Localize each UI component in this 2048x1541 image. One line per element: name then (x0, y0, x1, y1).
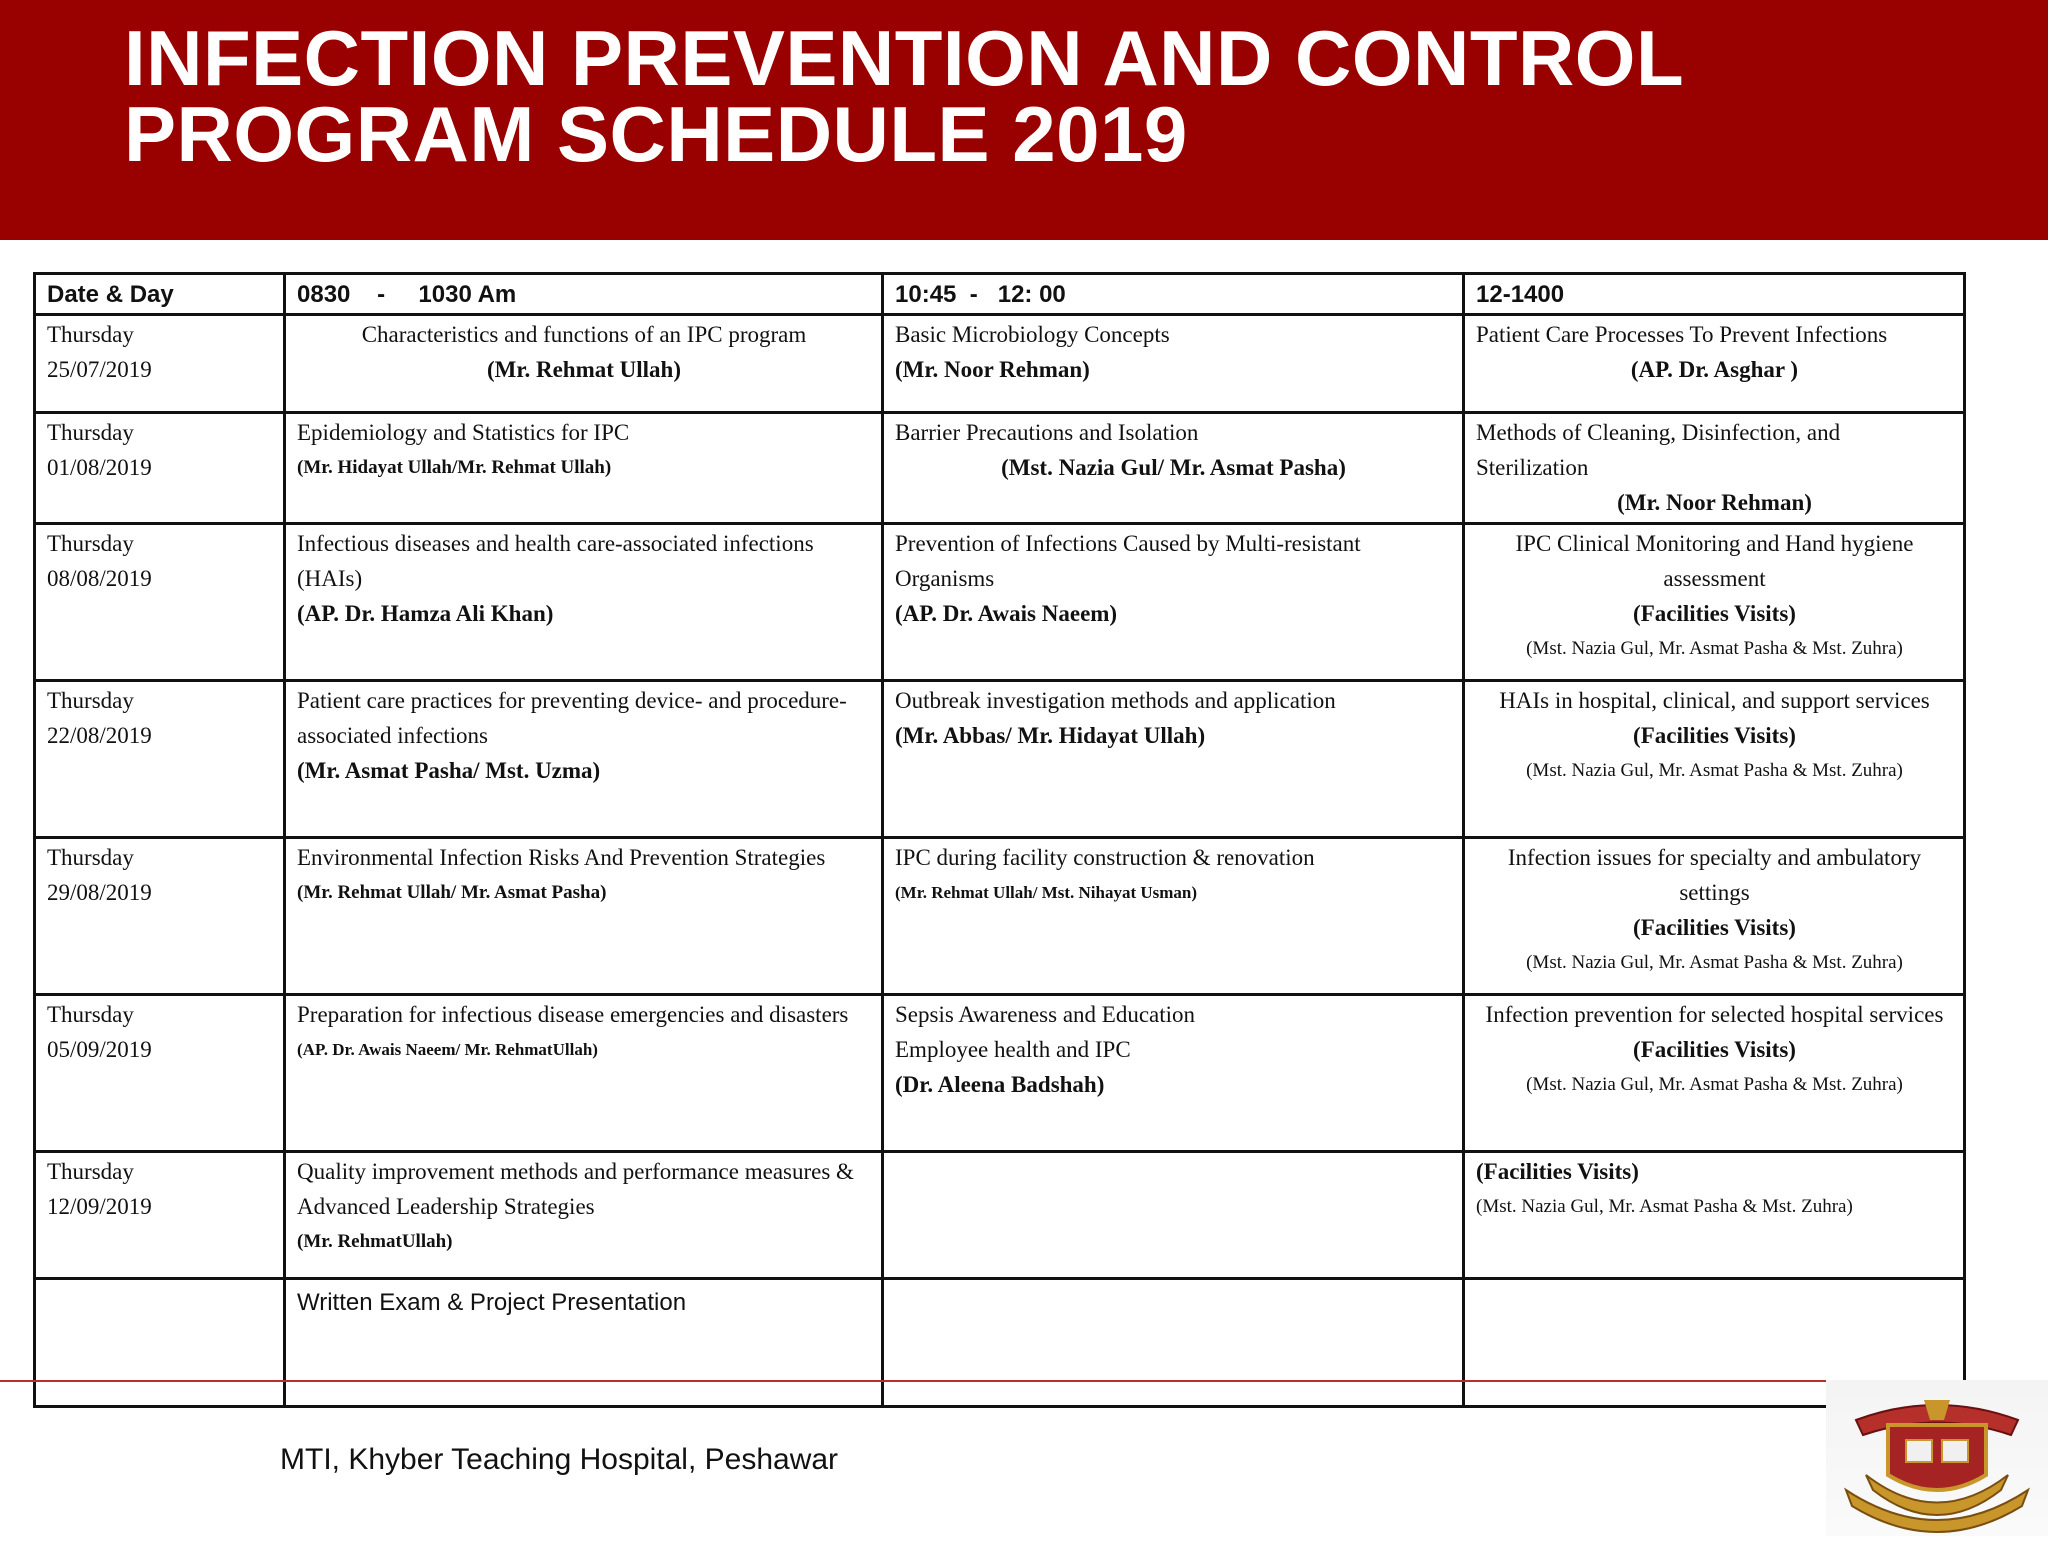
session-title: IPC during facility construction & renovation (895, 845, 1315, 870)
session-speaker: (Mr. Abbas/ Mr. Hidayat Ullah) (895, 723, 1206, 748)
visit-staff: (Mst. Nazia Gul, Mr. Asmat Pasha & Mst. Zuhra) (1526, 952, 1903, 973)
session-speaker: (Mr. Rehmat Ullah) (487, 357, 681, 382)
day-label: Thursday (47, 531, 134, 556)
table-row (35, 838, 1965, 995)
session-title: Prevention of Infections Caused by Multi-resistant Organisms (895, 531, 1361, 591)
session-cell (285, 413, 883, 524)
session-title: Epidemiology and Statistics for IPC (297, 420, 630, 445)
schedule-table (33, 272, 1966, 1408)
table-row (35, 1152, 1965, 1279)
header-date-day: Date & Day (35, 274, 285, 315)
facilities-visit-label: (Facilities Visits) (1476, 1159, 1639, 1184)
session-speaker: (Mr. Rehmat Ullah/ Mr. Asmat Pasha) (297, 882, 607, 903)
session-title: Infection issues for specialty and ambulatory settings (1507, 845, 1922, 905)
date-label: 25/07/2019 (47, 357, 152, 382)
date-label: 22/08/2019 (47, 723, 152, 748)
exam-label: Written Exam & Project Presentation (297, 1289, 687, 1316)
visit-staff: (Mst. Nazia Gul, Mr. Asmat Pasha & Mst. Zuhra) (1476, 1196, 1853, 1217)
table-row (35, 524, 1965, 681)
page-title: INFECTION PREVENTION AND CONTROL PROGRAM SCHEDULE 2019 (124, 14, 1685, 178)
day-label: Thursday (47, 322, 134, 347)
empty-cell (35, 1279, 285, 1407)
session-cell (1464, 315, 1965, 413)
session-cell (1464, 681, 1965, 838)
header-slot-1: 0830 - 1030 Am (285, 274, 883, 315)
session-speaker: (Dr. Aleena Badshah) (895, 1072, 1105, 1097)
session-title: Characteristics and functions of an IPC program (361, 322, 807, 347)
session-speaker: (AP. Dr. Awais Naeem) (895, 601, 1118, 626)
session-speaker: (Mst. Nazia Gul/ Mr. Asmat Pasha) (1001, 455, 1346, 480)
session-cell (883, 681, 1464, 838)
session-cell (883, 315, 1464, 413)
session-cell (883, 524, 1464, 681)
facilities-visit-label: (Facilities Visits) (1633, 601, 1796, 626)
empty-cell (883, 1279, 1464, 1407)
session-cell (285, 838, 883, 995)
session-title: Environmental Infection Risks And Prevention Strategies (297, 845, 826, 870)
session-speaker: (AP. Dr. Hamza Ali Khan) (297, 601, 554, 626)
session-speaker: (Mr. Rehmat Ullah/ Mst. Nihayat Usman) (895, 883, 1198, 902)
session-title: Infectious diseases and health care-associated infections (HAIs) (297, 531, 814, 591)
date-cell (35, 315, 285, 413)
day-label: Thursday (47, 1159, 134, 1184)
session-cell (1464, 1152, 1965, 1279)
table-row (35, 413, 1965, 524)
session-cell (285, 995, 883, 1152)
session-cell (883, 838, 1464, 995)
date-cell (35, 995, 285, 1152)
session-title: Barrier Precautions and Isolation (895, 420, 1199, 445)
session-cell (285, 315, 883, 413)
session-title: Infection prevention for selected hospital services (1485, 1002, 1944, 1027)
crest-icon (1826, 1380, 2048, 1536)
visit-staff: (Mst. Nazia Gul, Mr. Asmat Pasha & Mst. Zuhra) (1526, 638, 1903, 659)
session-title: Sepsis Awareness and Education (895, 1002, 1196, 1027)
session-speaker: (AP. Dr. Asghar ) (1630, 357, 1799, 382)
session-title: HAIs in hospital, clinical, and support services (1499, 688, 1930, 713)
session-title: Basic Microbiology Concepts (895, 322, 1170, 347)
session-speaker: (Mr. Noor Rehman) (895, 357, 1090, 382)
session-title: IPC Clinical Monitoring and Hand hygiene assessment (1515, 531, 1914, 591)
session-speaker: (AP. Dr. Awais Naeem/ Mr. RehmatUllah) (297, 1040, 598, 1059)
date-cell (35, 1152, 285, 1279)
date-label: 12/09/2019 (47, 1194, 152, 1219)
header-row (35, 274, 1965, 315)
exam-cell (285, 1279, 883, 1407)
session-title: Patient care practices for preventing device- and procedure-associated infections (297, 688, 847, 748)
facilities-visit-label: (Facilities Visits) (1633, 1037, 1796, 1062)
session-title-2: Employee health and IPC (895, 1037, 1131, 1062)
facilities-visit-label: (Facilities Visits) (1633, 915, 1796, 940)
session-cell (1464, 838, 1965, 995)
session-cell (1464, 413, 1965, 524)
date-label: 29/08/2019 (47, 880, 152, 905)
session-cell (285, 681, 883, 838)
date-cell (35, 681, 285, 838)
session-cell (285, 524, 883, 681)
title-banner (0, 0, 2048, 240)
day-label: Thursday (47, 845, 134, 870)
session-cell (285, 1152, 883, 1279)
visit-staff: (Mst. Nazia Gul, Mr. Asmat Pasha & Mst. Zuhra) (1526, 760, 1903, 781)
header-slot-3: 12-1400 (1464, 274, 1965, 315)
day-label: Thursday (47, 420, 134, 445)
visit-staff: (Mst. Nazia Gul, Mr. Asmat Pasha & Mst. Zuhra) (1526, 1074, 1903, 1095)
session-title: Preparation for infectious disease emergencies and disasters (297, 1002, 849, 1027)
table-row (35, 315, 1965, 413)
session-cell (883, 995, 1464, 1152)
header-slot-2: 10:45 - 12: 00 (883, 274, 1464, 315)
session-cell (1464, 995, 1965, 1152)
session-title: Outbreak investigation methods and application (895, 688, 1336, 713)
footer-hospital-name: MTI, Khyber Teaching Hospital, Peshawar (280, 1443, 839, 1476)
session-speaker: (Mr. RehmatUllah) (297, 1231, 453, 1252)
hospital-crest-logo (1826, 1380, 2048, 1536)
session-speaker: (Mr. Hidayat Ullah/Mr. Rehmat Ullah) (297, 457, 612, 478)
footer-divider (0, 1380, 1830, 1382)
date-cell (35, 524, 285, 681)
session-title: Quality improvement methods and performance measures & Advanced Leadership Strategies (297, 1159, 854, 1219)
table-row (35, 995, 1965, 1152)
session-speaker: (Mr. Noor Rehman) (1617, 490, 1812, 515)
date-label: 05/09/2019 (47, 1037, 152, 1062)
empty-cell (883, 1152, 1464, 1279)
date-label: 08/08/2019 (47, 566, 152, 591)
facilities-visit-label: (Facilities Visits) (1633, 723, 1796, 748)
session-title: Methods of Cleaning, Disinfection, and Sterilization (1476, 420, 1841, 480)
session-title: Patient Care Processes To Prevent Infections (1476, 322, 1888, 347)
day-label: Thursday (47, 688, 134, 713)
session-cell (883, 413, 1464, 524)
session-cell (1464, 524, 1965, 681)
date-label: 01/08/2019 (47, 455, 152, 480)
day-label: Thursday (47, 1002, 134, 1027)
exam-row (35, 1279, 1965, 1407)
table-row (35, 681, 1965, 838)
date-cell (35, 838, 285, 995)
date-cell (35, 413, 285, 524)
session-speaker: (Mr. Asmat Pasha/ Mst. Uzma) (297, 758, 601, 783)
